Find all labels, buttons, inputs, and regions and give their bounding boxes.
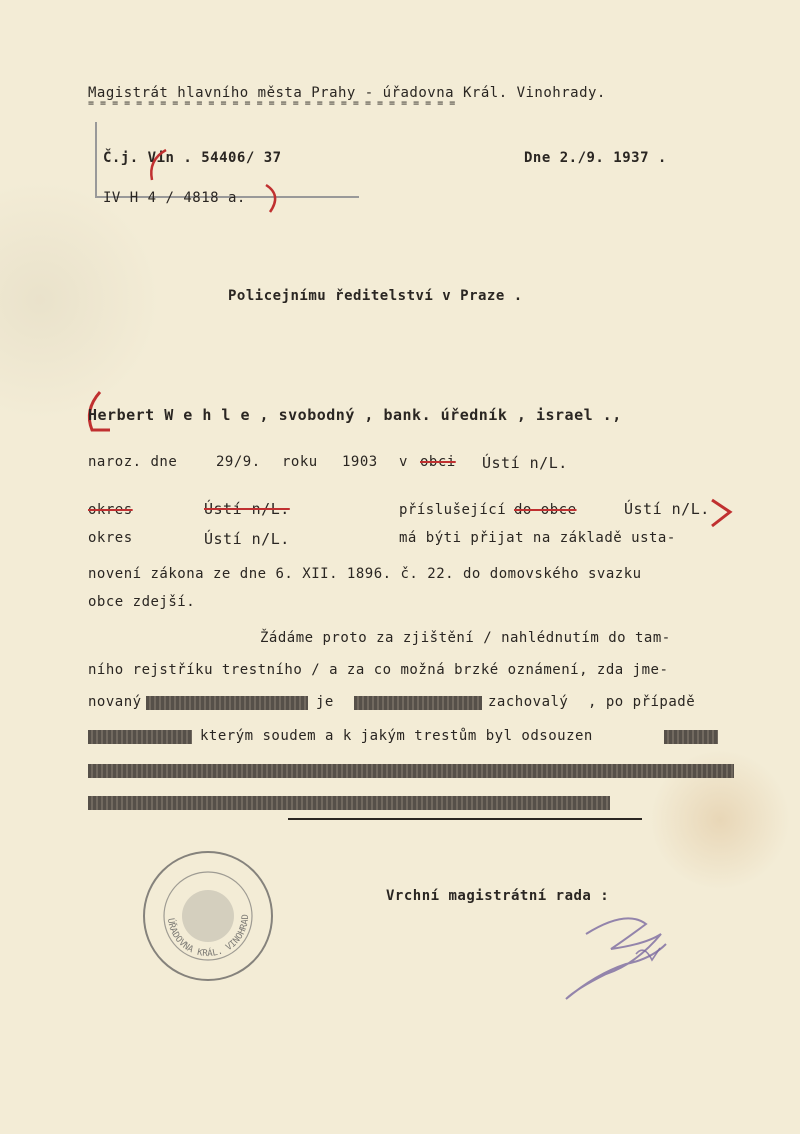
office-header: Magistrát hlavního města Prahy - úřadovna Král. Vinohrady. [88, 85, 606, 101]
v-label: v [399, 454, 408, 470]
okres1-label: okres [88, 502, 133, 518]
closing-rule [288, 818, 642, 820]
okres1-value: Ústí n/L. [204, 500, 290, 518]
signature-label: Vrchní magistrátní rada : [386, 888, 610, 904]
jmenovany-c: zachovalý [488, 694, 569, 710]
okres2-label: okres [88, 530, 133, 546]
stamp-inner-text: ÚŘADOVNA KRÁL. VINOHRAD [165, 914, 252, 960]
document-date: Dne 2./9. 1937 . [524, 150, 667, 166]
year-label: roku [282, 454, 318, 470]
redaction-1 [146, 696, 308, 710]
redaction-2 [354, 696, 482, 710]
redaction-4 [664, 730, 718, 744]
person-line: Herbert W e h l e , svobodný , bank. úředník , israel ., [88, 406, 622, 424]
handwritten-signature [556, 904, 696, 1004]
law-line-2: obce zdejší. [88, 594, 196, 610]
born-label: naroz. dne [88, 454, 178, 470]
okres2-value: Ústí n/L. [204, 530, 290, 548]
case-number: Č.j. Vin . 54406/ 37 [103, 150, 282, 166]
redaction-6 [88, 796, 610, 810]
okres1-place: Ústí n/L. [624, 500, 710, 518]
jmenovany-a: novaný [88, 694, 142, 710]
request-line-1: Žádáme proto za zjištění / nahlédnutím do tam- [260, 630, 671, 646]
redaction-3 [88, 730, 192, 744]
kterym-line: kterým soudem a k jakým trestům byl odsouzen [200, 728, 593, 744]
stamp-outer-text [140, 848, 272, 851]
birth-year: 1903 [342, 454, 378, 470]
birthplace: Ústí n/L. [482, 454, 568, 472]
jmenovany-b: je [316, 694, 334, 710]
redaction-5 [88, 764, 734, 778]
request-line-2: ního rejstříku trestního / a za co možná brzké oznámení, zda jme- [88, 662, 669, 678]
department-number: IV H 4 / 4818 a. [103, 190, 246, 206]
obci-struck: obci [420, 454, 456, 470]
do-obce: do obce [514, 502, 577, 518]
law-line-1: novení zákona ze dne 6. XII. 1896. č. 22. do domovského svazku [88, 566, 642, 582]
born-date: 29/9. [216, 454, 261, 470]
prislusejici: příslušející [399, 502, 507, 518]
header-underline: = = = = = = = = = = = = = = = = = = = = = = = = = = = = = = = [88, 98, 456, 109]
official-stamp [140, 848, 276, 984]
jmenovany-d: , po případě [588, 694, 696, 710]
recipient: Policejnímu ředitelství v Praze . [228, 288, 523, 304]
okres2-text: má býti přijat na základě usta- [399, 530, 676, 546]
